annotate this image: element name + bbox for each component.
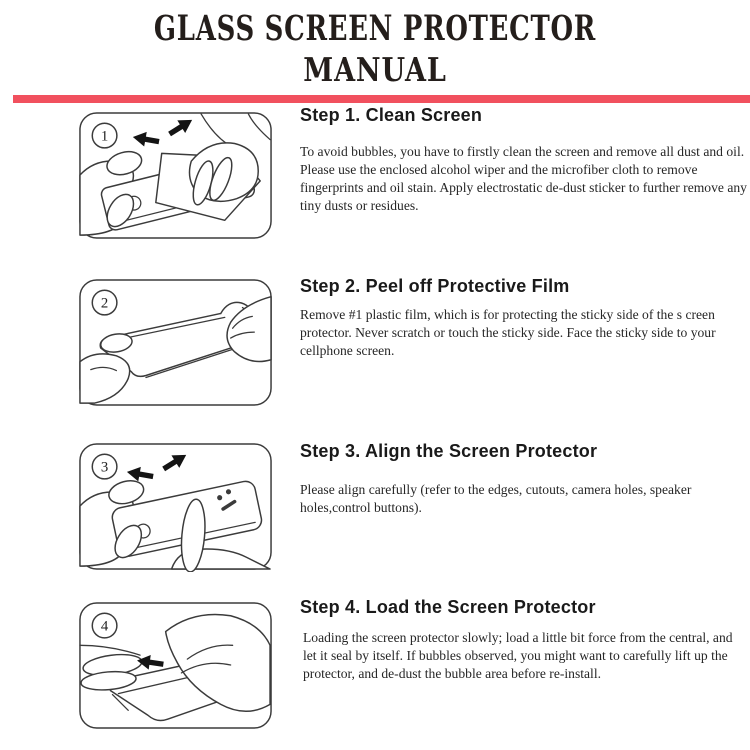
title-line-2: MANUAL xyxy=(303,50,447,89)
title-line-1: GLASS SCREEN PROTECTOR xyxy=(153,8,597,49)
load-protector-drawing xyxy=(77,600,274,731)
peel-film-drawing xyxy=(77,277,274,408)
step-4-text xyxy=(300,597,749,683)
step-2-illustration xyxy=(77,277,274,408)
align-protector-drawing xyxy=(77,441,274,572)
page-title xyxy=(0,8,750,89)
step-4-body: Loading the screen protector slowly; load a little bit force from the central, and let it seal by itself. If bubbles observed, you might want to carefully lift up the protector, and de-dust the bubble area before re-install. xyxy=(303,630,733,682)
step-number: 1 xyxy=(100,128,109,145)
step-number: 2 xyxy=(100,295,109,312)
title-divider-bar xyxy=(13,95,750,103)
step-4-illustration xyxy=(77,600,274,731)
step-number: 3 xyxy=(100,459,109,476)
step-2-text xyxy=(300,276,749,360)
step-3-illustration xyxy=(77,441,274,572)
step-1-text xyxy=(300,105,749,215)
clean-screen-drawing xyxy=(77,110,274,241)
step-2-body: Remove #1 plastic film, which is for protecting the sticky side of the s creen protector. Never scratch or touch the sticky side. Face the sticky side to your cellphone screen. xyxy=(300,307,716,359)
step-number: 4 xyxy=(100,618,109,635)
step-1-body: To avoid bubbles, you have to firstly clean the screen and remove all dust and oil. Please use the enclosed alcohol wiper and the microfiber cloth to remove fingerprints and oil stain. Apply electrostatic de-dust sticker to further remove any tiny dusts or residues. xyxy=(300,144,747,214)
step-4-heading: Step 4. Load the Screen Protector xyxy=(300,597,596,617)
step-1-illustration xyxy=(77,110,274,241)
step-3-text xyxy=(300,441,749,517)
step-3-heading: Step 3. Align the Screen Protector xyxy=(300,441,598,461)
step-3-body: Please align carefully (refer to the edges, cutouts, camera holes, speaker holes,control buttons). xyxy=(300,482,692,516)
step-2-heading: Step 2. Peel off Protective Film xyxy=(300,276,570,296)
step-1-heading: Step 1. Clean Screen xyxy=(300,105,483,125)
